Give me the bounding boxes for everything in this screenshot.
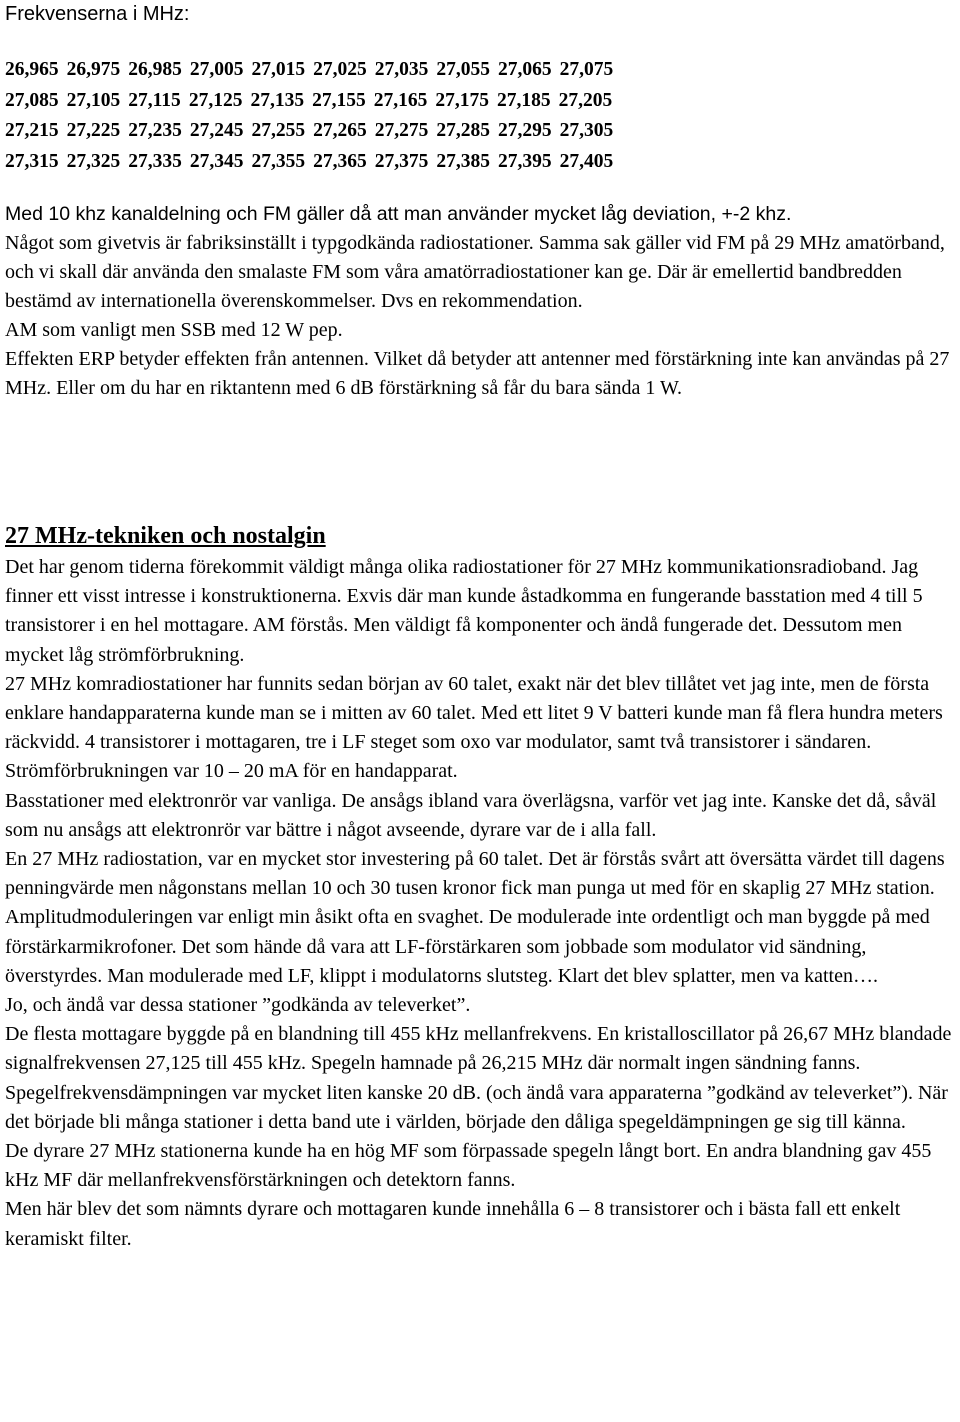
frequency-value: 27,355: [251, 150, 306, 172]
body-paragraph: Jo, och ändå var dessa stationer ”godkända av televerket”.: [5, 994, 471, 1017]
frequency-value: 27,255: [251, 120, 306, 141]
frequency-value: 27,175: [435, 89, 489, 111]
frequency-value: 27,085: [5, 89, 59, 111]
body-paragraph: Amplitudmoduleringen var enligt min åsikt ofta en svaghet. De modulerade inte ordentligt och man byggde på med förstärkarmikrofoner. Det som hände då vara att LF-förstärkaren som jobbade som modulator vid sändning, överstyrdes. Man modulerade med LF, klippt i modulatorns slutsteg. Klart det blev splatter, men va katten….: [5, 906, 930, 987]
frequency-value: 27,395: [498, 150, 552, 172]
frequency-value: 27,335: [128, 150, 182, 172]
body-paragraph: 27 MHz komradiostationer har funnits sedan början av 60 talet, exakt när det blev tillåtet vet jag inte, men de första enklare handapparaterna kunde man se i mitten av 60 talet. Med ett litet 9 V batteri kunde man få flera hundra meters räckvidd. 4 transistorer i mottagaren, tre i LF steget som oxo var modulator, samt två transistorer i sändaren. Strömförbrukningen var 10 – 20 mA för en handapparat.: [5, 672, 943, 783]
frequency-row: [5, 55, 621, 86]
body-paragraph: Det har genom tiderna förekommit väldigt många olika radiostationer för 27 MHz kommunikationsradioband. Jag finner ett visst intresse i konstruktionerna. Exvis där man kunde åstadkomma en fungerande basstation med 4 till 5 transistorer i en hel mottagare. AM förstås. Men väldigt få komponenter och ändå fungerade det. Dessutom men mycket låg strömförbrukning.: [5, 556, 923, 666]
frequency-value: 26,985: [128, 59, 182, 80]
intro-text: [5, 200, 955, 403]
frequency-value: 26,975: [66, 59, 121, 80]
frequency-value: 27,295: [498, 120, 552, 141]
frequency-value: 27,245: [189, 120, 244, 141]
frequency-value: 27,105: [66, 89, 121, 111]
frequency-value: 27,055: [436, 59, 490, 80]
frequency-value: 26,965: [5, 59, 59, 80]
frequency-value: 27,005: [189, 59, 244, 80]
frequency-value: 27,225: [66, 120, 121, 141]
frequency-value: 27,205: [558, 89, 613, 111]
frequency-value: 27,345: [189, 150, 244, 172]
frequency-value: 27,215: [5, 120, 59, 141]
frequency-value: 27,165: [373, 89, 428, 111]
frequency-value: 27,185: [496, 89, 551, 111]
section-heading: 27 MHz-tekniken och nostalgin: [5, 523, 326, 549]
frequency-value: 27,315: [5, 150, 59, 172]
body-paragraph: De dyrare 27 MHz stationerna kunde ha en hög MF som förpassade spegeln långt bort. En andra blandning gav 455 kHz MF där mellanfrekvensförstärkningen och detektorn fanns.: [5, 1140, 932, 1192]
frequency-value: 27,365: [313, 150, 367, 172]
frequency-value: 27,325: [66, 150, 121, 172]
frequency-value: 27,235: [128, 120, 182, 141]
frequency-value: 27,305: [559, 120, 614, 141]
frequency-value: 27,385: [436, 150, 490, 172]
frequency-value: 27,265: [313, 120, 367, 141]
intro-paragraph: Något som givetvis är fabriksinställt i typgodkända radiostationer. Samma sak gäller vid FM på 29 MHz amatörband, och vi skall där använda den smalaste FM som våra amatörradiostationer kan ge. Där är emellertid bandbredden bestämd av internationella överenskommelser. Dvs en rekommendation.: [5, 232, 945, 312]
frequency-list: [5, 55, 621, 177]
frequency-value: 27,015: [251, 59, 306, 80]
body-paragraph: Men här blev det som nämnts dyrare och mottagaren kunde innehålla 6 – 8 transistorer och i bästa fall ett enkelt keramiskt filter.: [5, 1198, 901, 1250]
frequency-row: [5, 116, 621, 147]
frequency-row: [5, 147, 621, 178]
intro-paragraph: Effekten ERP betyder effekten från antennen. Vilket då betyder att antenner med förstärkning inte kan användas på 27 MHz. Eller om du har en riktantenn med 6 dB förstärkning så får du bara sända 1 W.: [5, 348, 950, 399]
frequency-value: 27,155: [312, 89, 366, 111]
frequency-value: 27,025: [313, 59, 367, 80]
body-paragraph: Basstationer med elektronrör var vanliga. De ansågs ibland vara överlägsna, varför vet jag inte. Kanske det då, såväl som nu ansågs att elektronrör var bättre i något avseende, dyrare var de i alla fall.: [5, 789, 937, 841]
frequency-heading: Frekvenserna i MHz:: [5, 3, 190, 25]
frequency-value: 27,275: [374, 120, 429, 141]
frequency-value: 27,375: [374, 150, 429, 172]
body-paragraph: En 27 MHz radiostation, var en mycket stor investering på 60 talet. Det är förstås svårt att översätta värdet till dagens penningvärde men någonstans mellan 10 och 30 tusen kronor fick man punga ut med för en skaplig 27 MHz station.: [5, 848, 945, 900]
frequency-value: 27,125: [188, 89, 243, 111]
frequency-value: 27,405: [559, 150, 614, 172]
frequency-value: 27,065: [498, 59, 552, 80]
frequency-row: [5, 86, 621, 117]
frequency-value: 27,115: [128, 89, 181, 111]
section-body: [5, 553, 960, 1254]
body-paragraph: De flesta mottagare byggde på en blandning till 455 kHz mellanfrekvens. En kristalloscillator på 26,67 MHz blandade signalfrekvensen 27,125 till 455 kHz. Spegeln hamnade på 26,215 MHz där normalt ingen sändning fanns. Spegelfrekvensdämpningen var mycket liten kanske 20 dB. (och ändå vara apparaterna ”godkänd av televerket”). När det började bli många stationer i detta band ute i världen, började den dåliga spegeldämpningen ge sig till känna.: [5, 1023, 952, 1133]
intro-paragraph: AM som vanligt men SSB med 12 W pep.: [5, 319, 343, 341]
frequency-value: 27,035: [374, 59, 429, 80]
frequency-value: 27,135: [250, 89, 305, 111]
frequency-value: 27,075: [559, 59, 614, 80]
intro-paragraph: Med 10 khz kanaldelning och FM gäller då att man använder mycket låg deviation, +-2 khz.: [5, 203, 792, 225]
frequency-value: 27,285: [436, 120, 490, 141]
